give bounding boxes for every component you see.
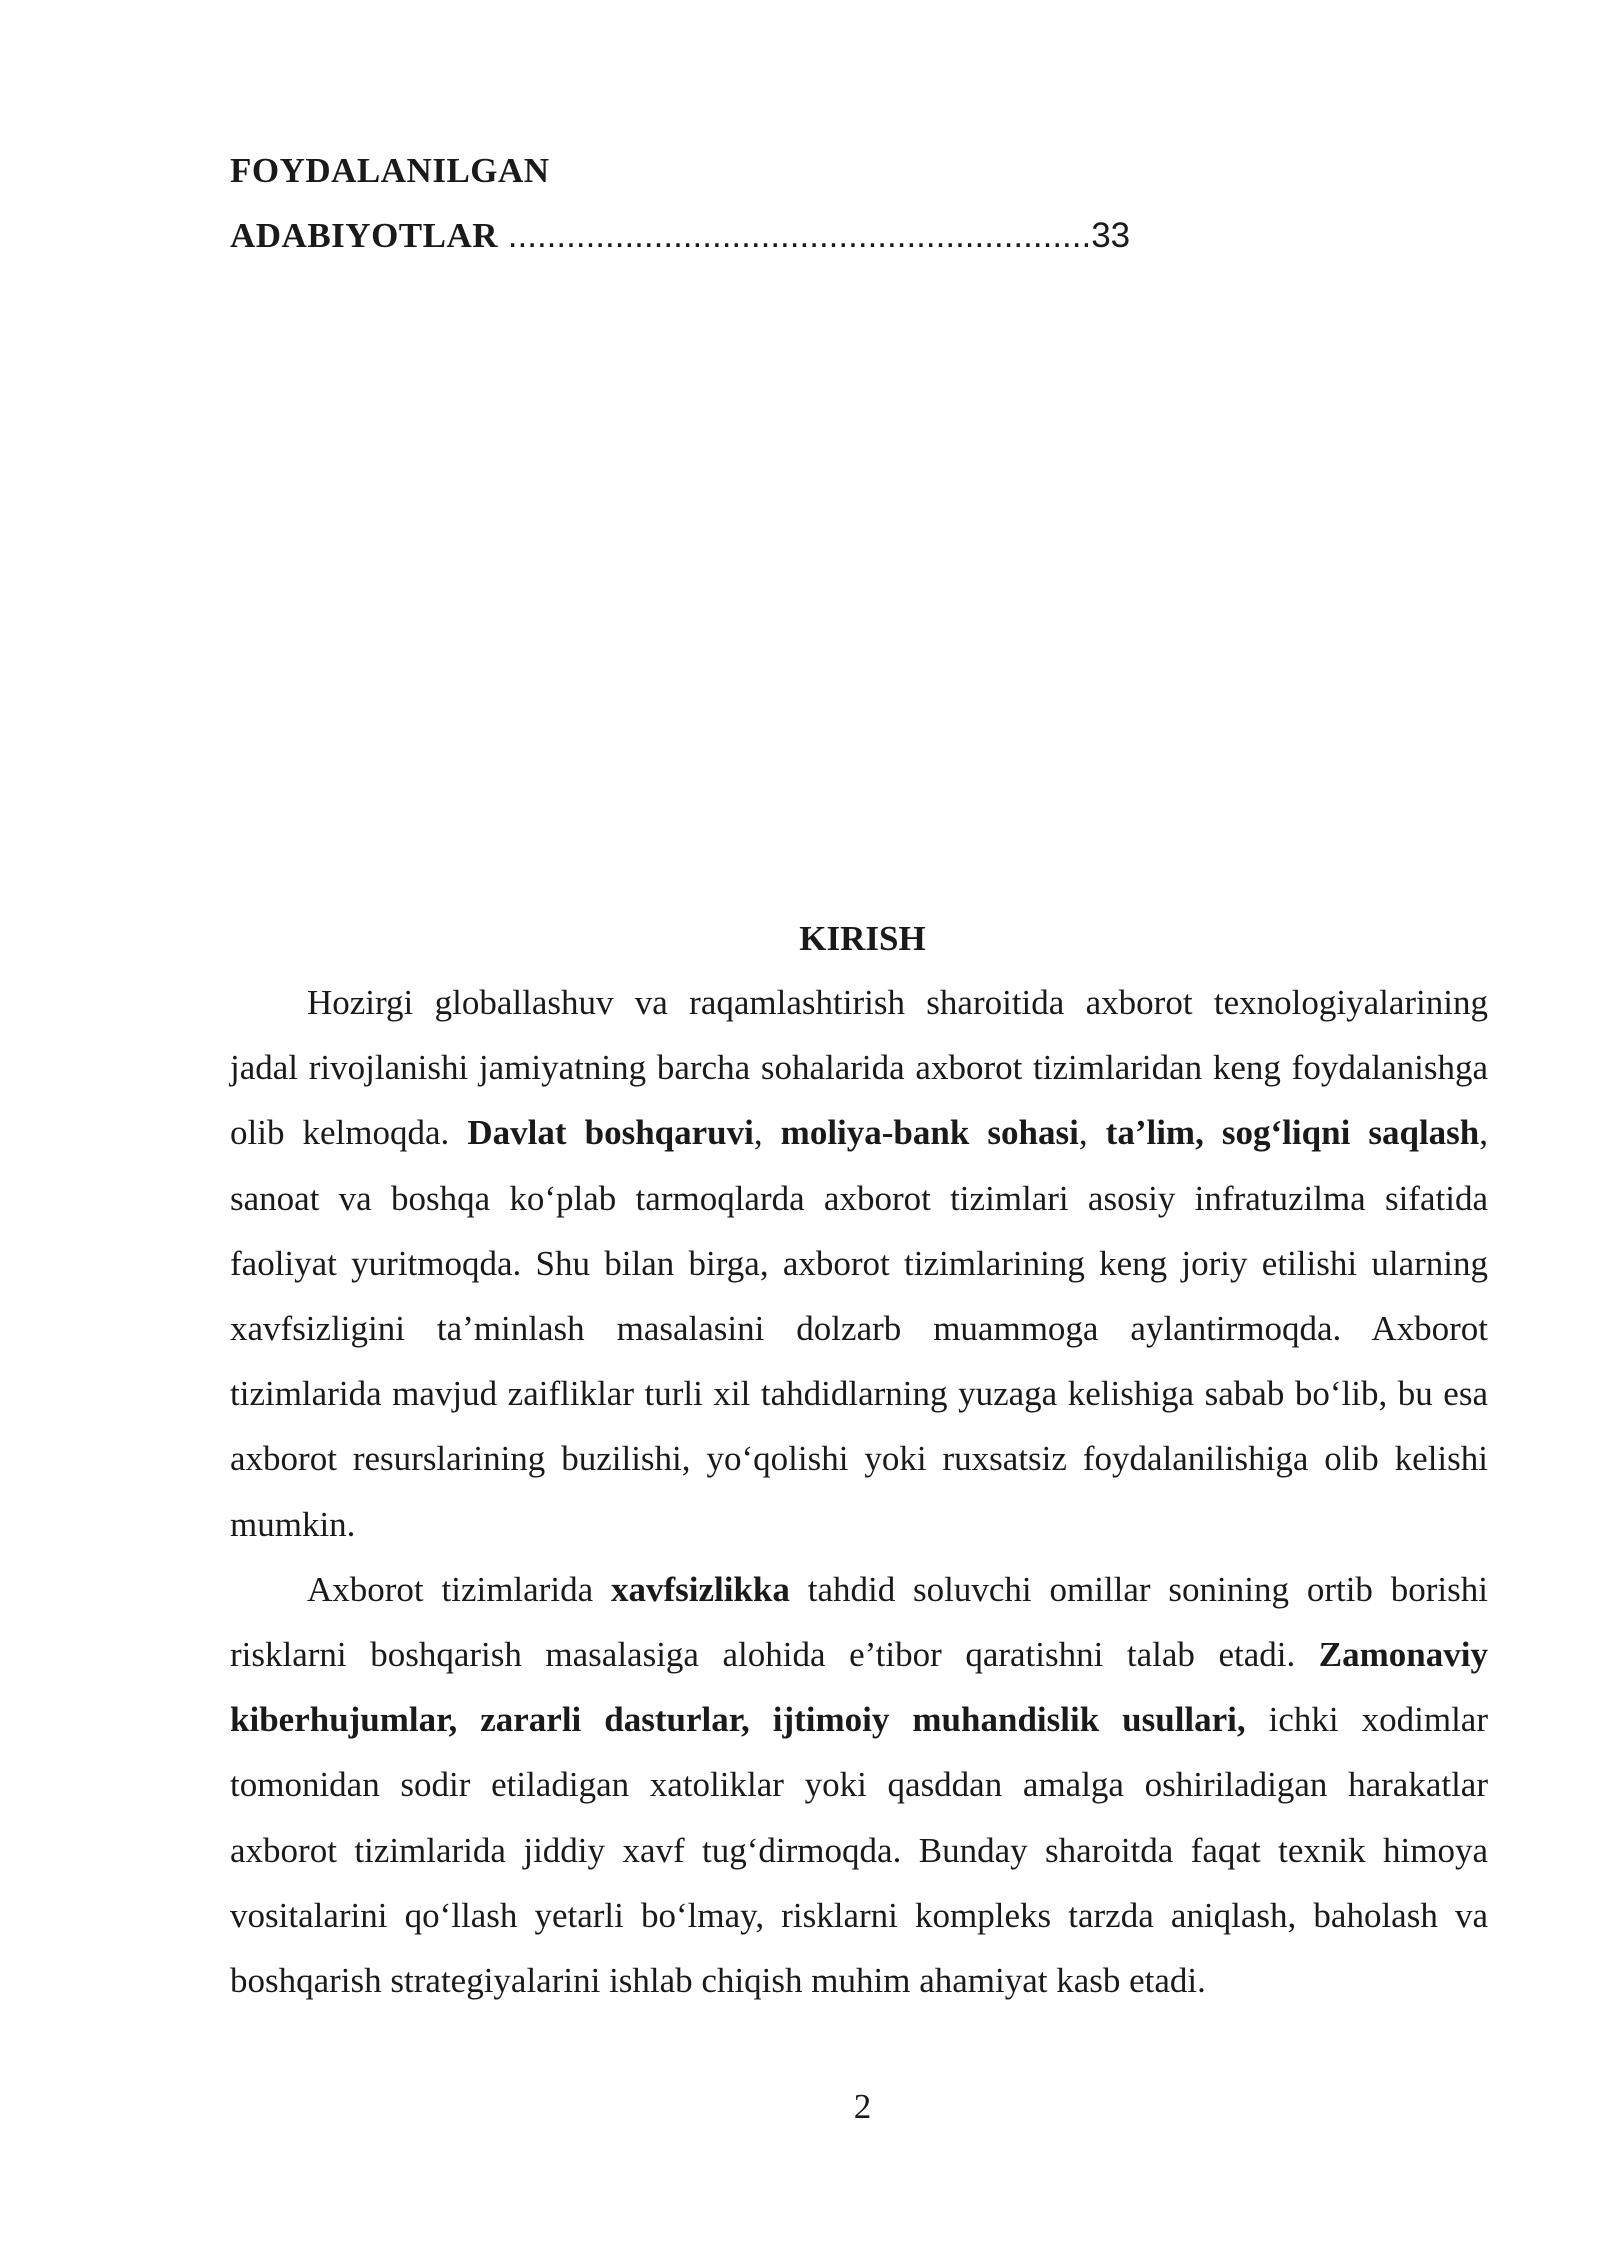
toc-page-number: 33: [1091, 216, 1131, 255]
p2-text-3: ichki xodimlar tomonidan sodir etiladigan xatoliklar yoki qasddan amalga oshiriladigan harakatlar axborot tizimlarida jiddiy xavf tug‘dirmoqda. Bunday sharoitda faqat texnik himoya vositalarini qo‘llash yetarli bo‘lmay, risklarni kompleks tarzda aniqlash, baholash va boshqarish strategiyalarini ishlab chiqish muhim ahamiyat kasb etadi.: [230, 1700, 1488, 2001]
body-text: [230, 970, 1488, 2013]
p1-bold-1: Davlat boshqaruvi: [467, 1113, 754, 1153]
p1-bold-2: moliya-bank sohasi: [780, 1113, 1079, 1153]
p1-bold-3: ta’lim, sog‘liqni saqlash: [1105, 1113, 1480, 1153]
toc-entry-title-line1: FOYDALANILGAN: [230, 151, 550, 190]
p2-bold-2: Zamonaviy kiberhujumlar, zararli dasturlar, ijtimoiy muhandislik usullari,: [230, 1635, 1488, 1740]
p1-text-2: ,: [753, 1113, 781, 1153]
toc-entry-line[interactable]: [230, 203, 1490, 268]
p2-text-2: tahdid soluvchi omillar sonining ortib borishi risklarni boshqarish masalasiga alohida e’tibor qaratishni talab etadi.: [230, 1569, 1488, 1675]
p2-text-1: Axborot tizimlarida: [307, 1569, 611, 1609]
paragraph-2: [230, 1557, 1488, 2013]
section-heading: KIRISH: [799, 919, 926, 958]
toc-entry-title-line2: ADABIYOTLAR: [230, 216, 499, 255]
p2-bold-1: xavfsizlikka: [610, 1569, 790, 1609]
paragraph-1: [230, 970, 1488, 1557]
toc-leader-dots: ............................................................: [498, 216, 1092, 255]
p1-text-1: Hozirgi globallashuv va raqamlashtirish sharoitida axborot texnologiyalarining jadal rivojlanishi jamiyatning barcha sohalarida axborot tizimlaridan keng foydalanishga olib kelmoqda.: [230, 983, 1488, 1153]
p1-text-4: , sanoat va boshqa ko‘plab tarmoqlarda axborot tizimlari asosiy infratuzilma sifatida faoliyat yuritmoqda. Shu bilan birga, axborot tizimlarining keng joriy etilishi ularning xavfsizligini ta’minlash masalasini dolzarb muammoga aylantirmoqda. Axborot tizimlarida mavjud zaifliklar turli xil tahdidlarning yuzaga kelishiga sabab bo‘lib, bu esa axborot resurslarining buzilishi, yo‘qolishi yoki ruxsatsiz foydalanilishiga olib kelishi mumkin.: [230, 1113, 1489, 1544]
page-number: 2: [853, 2087, 872, 2126]
p1-text-3: ,: [1078, 1113, 1106, 1153]
table-of-contents: [230, 138, 1490, 268]
